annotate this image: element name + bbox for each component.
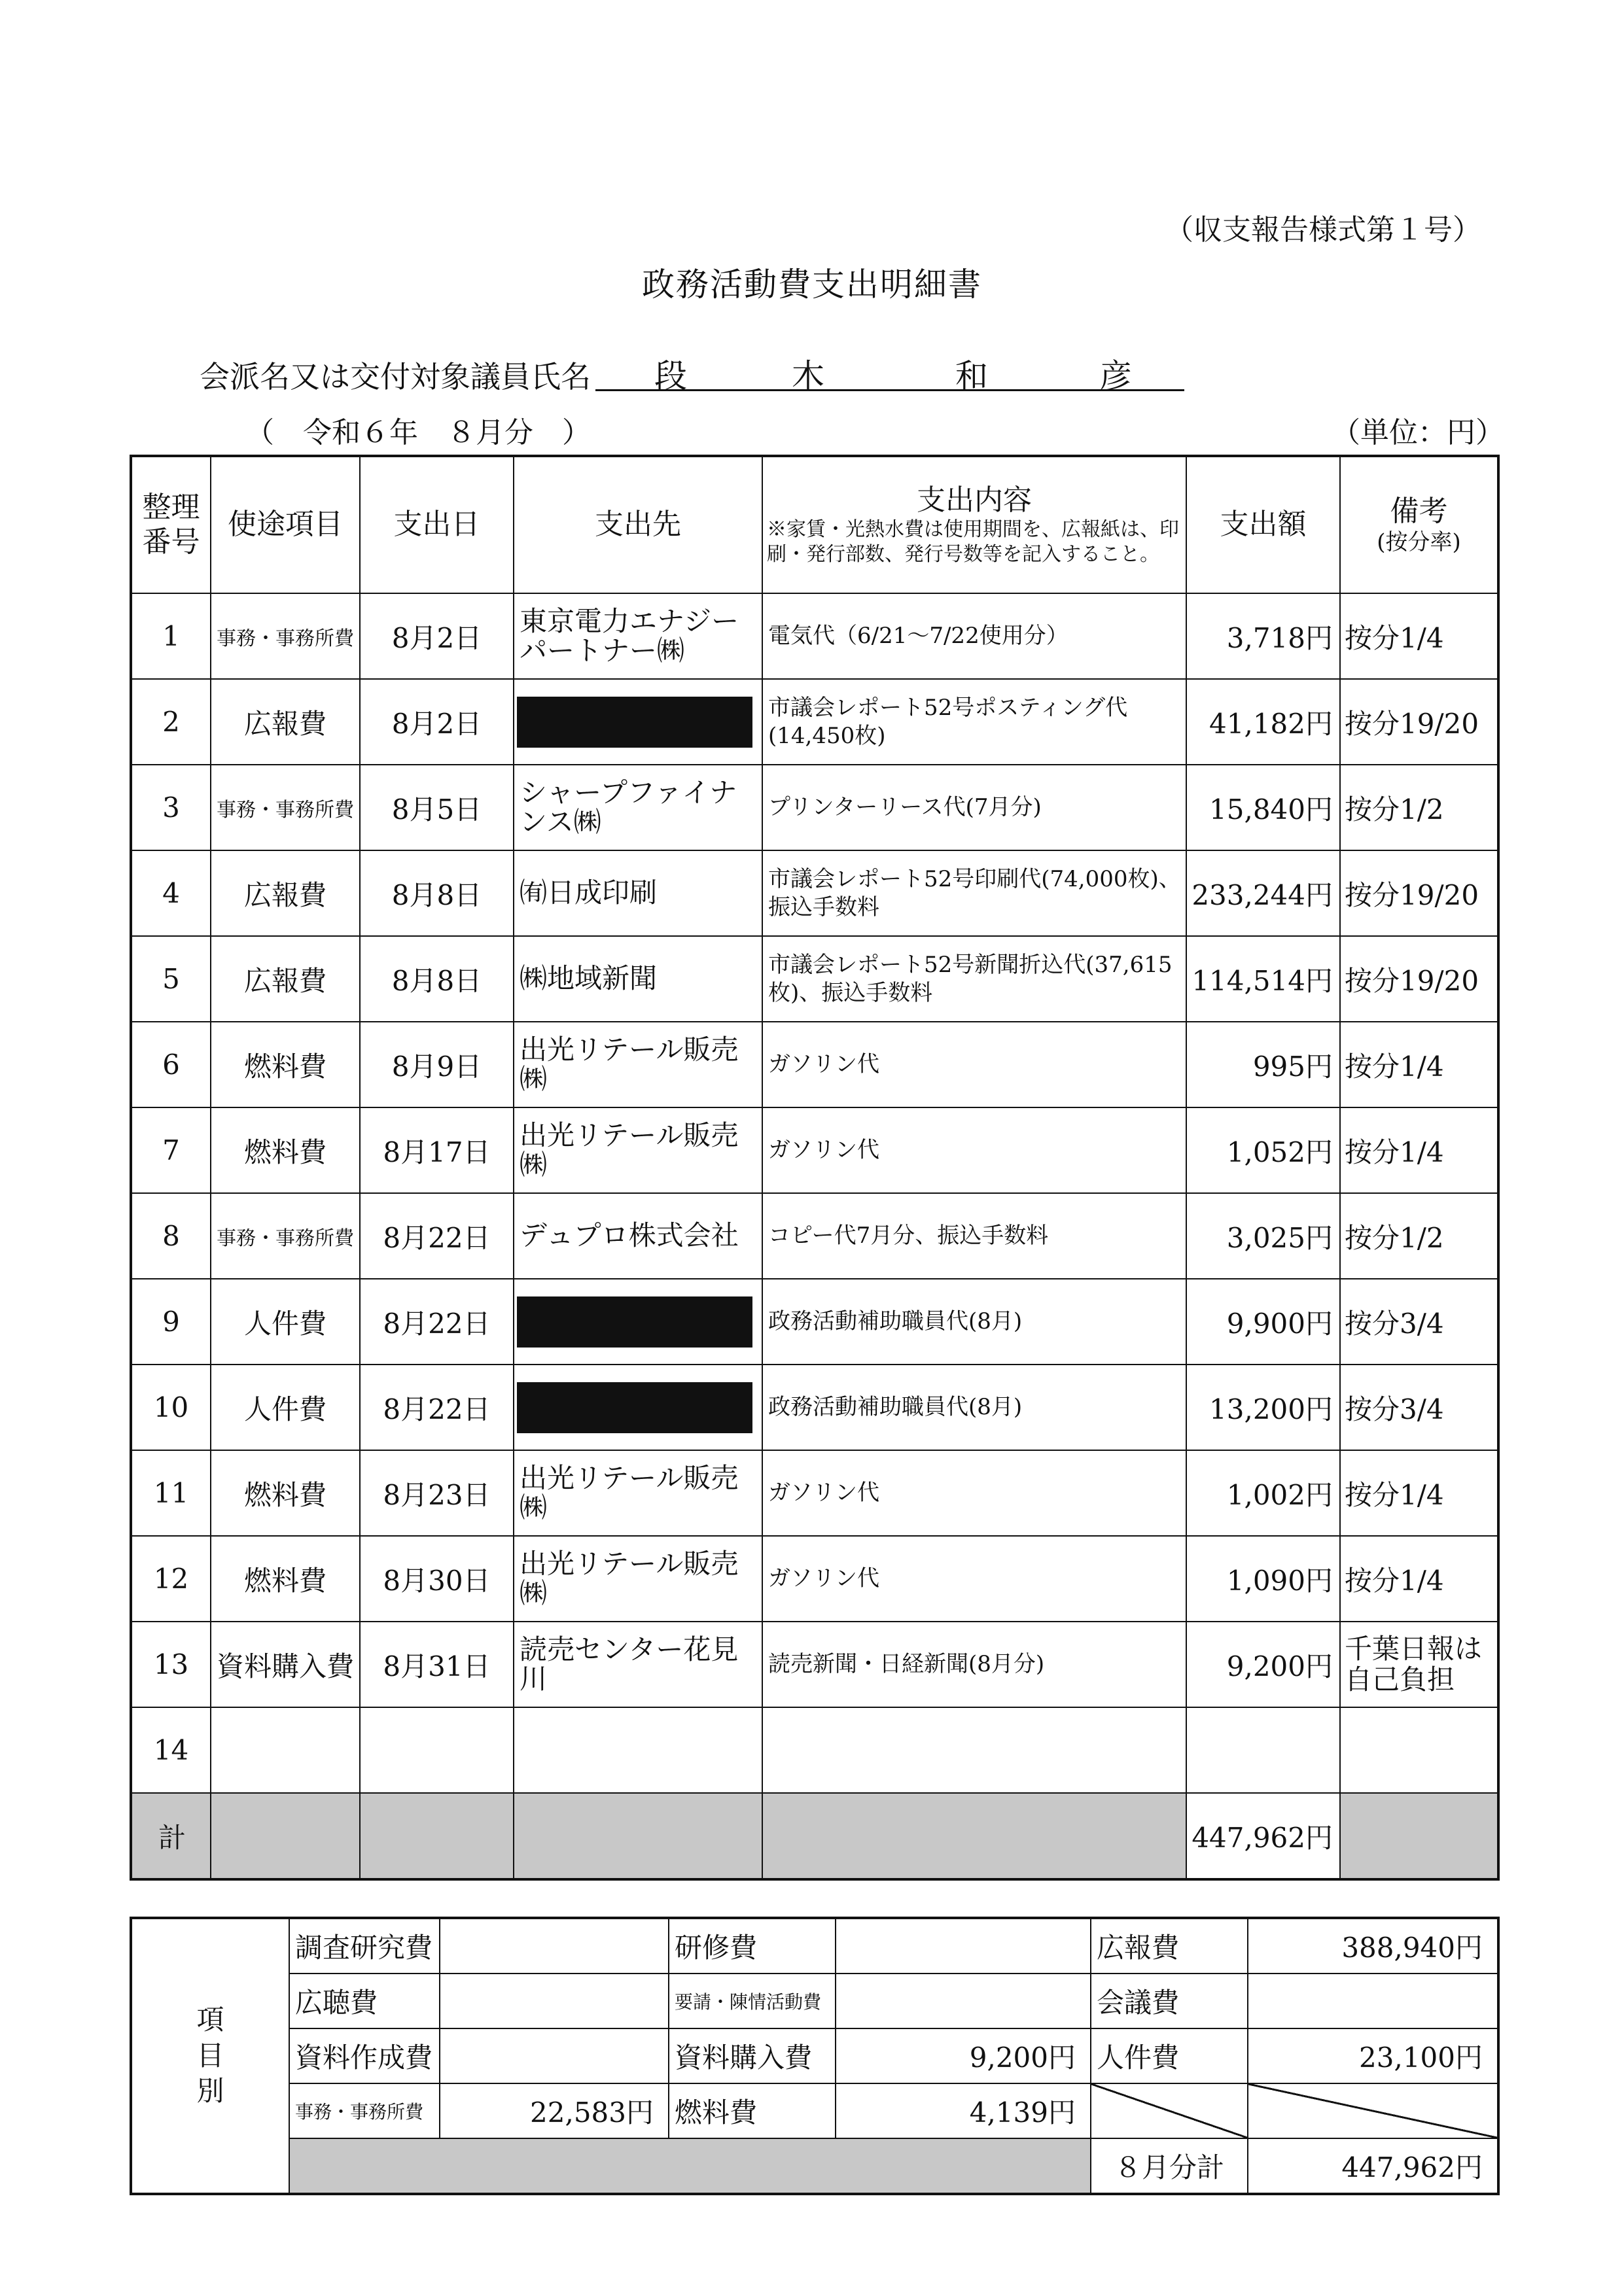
header-no: 整理番号 [131,456,211,593]
row-payee: デュプロ株式会社 [514,1193,762,1279]
row-remarks: 按分3/4 [1340,1365,1498,1450]
summary-value [836,1974,1091,2028]
row-remarks: 按分1/4 [1340,1107,1498,1193]
row-payee: 東京電力エナジーパートナー㈱ [514,593,762,679]
summary-label: 事務・事務所費 [289,2083,440,2138]
unit-label: （単位：円） [1332,416,1504,449]
summary-label: 広聴費 [289,1974,440,2028]
summary-value [440,2028,669,2083]
row-category: 資料購入費 [211,1622,360,1707]
row-category: 広報費 [211,679,360,765]
row-amount: 233,244円 [1186,850,1340,936]
row-category: 燃料費 [211,1022,360,1107]
row-amount: 3,025円 [1186,1193,1340,1279]
table-row [131,1707,1498,1793]
row-no: 1 [131,593,211,679]
row-amount: 13,200円 [1186,1365,1340,1450]
table-row [131,1536,1498,1622]
table-row [131,1107,1498,1193]
row-content: 市議会レポート52号印刷代(74,000枚)、振込手数料 [762,850,1186,936]
row-remarks: 按分19/20 [1340,850,1498,936]
summary-value: 388,940円 [1248,1918,1498,1974]
row-no: 3 [131,765,211,850]
row-content: 市議会レポート52号ポスティング代(14,450枚) [762,679,1186,765]
row-payee: ㈲日成印刷 [514,850,762,936]
member-name [595,350,1184,395]
redaction-block [517,697,752,748]
row-date [360,1707,514,1793]
total-row [131,1793,1498,1879]
summary-label: 要請・陳情活動費 [669,1974,836,2028]
row-date: 8月31日 [360,1622,514,1707]
row-content: 市議会レポート52号新聞折込代(37,615枚)、振込手数料 [762,936,1186,1022]
table-row [131,1279,1498,1365]
row-category [211,1707,360,1793]
row-date: 8月8日 [360,850,514,936]
row-no: 13 [131,1622,211,1707]
row-no: 2 [131,679,211,765]
row-remarks: 按分19/20 [1340,936,1498,1022]
row-remarks [1340,1707,1498,1793]
row-amount: 114,514円 [1186,936,1340,1022]
row-payee: 出光リテール販売㈱ [514,1536,762,1622]
summary-value [440,1918,669,1974]
summary-value: 23,100円 [1248,2028,1498,2083]
row-date: 8月8日 [360,936,514,1022]
period: （ 令和６年 ８月分 ） [245,416,591,449]
row-category: 人件費 [211,1365,360,1450]
row-content: 政務活動補助職員代(8月) [762,1279,1186,1365]
row-content: プリンターリース代(7月分) [762,765,1186,850]
redaction-block [517,1382,752,1433]
row-payee: 出光リテール販売㈱ [514,1450,762,1536]
row-category: 事務・事務所費 [211,1193,360,1279]
row-amount: 9,200円 [1186,1622,1340,1707]
row-payee [514,1707,762,1793]
summary-label: 資料購入費 [669,2028,836,2083]
row-category: 事務・事務所費 [211,593,360,679]
row-content: 政務活動補助職員代(8月) [762,1365,1186,1450]
row-category: 燃料費 [211,1450,360,1536]
row-content: ガソリン代 [762,1107,1186,1193]
row-date: 8月22日 [360,1365,514,1450]
row-amount: 3,718円 [1186,593,1340,679]
category-summary-table [130,1917,1500,2195]
summary-value [1248,1974,1498,2028]
row-remarks: 按分1/2 [1340,1193,1498,1279]
row-remarks: 按分1/2 [1340,765,1498,850]
summary-value: 22,583円 [440,2083,669,2138]
row-content: 電気代（6/21～7/22使用分） [762,593,1186,679]
row-remarks: 千葉日報は自己負担 [1340,1622,1498,1707]
row-date: 8月9日 [360,1022,514,1107]
row-remarks: 按分1/4 [1340,1022,1498,1107]
row-content [762,1707,1186,1793]
total-label: 計 [131,1793,211,1879]
summary-label: 調査研究費 [289,1918,440,1974]
row-no: 7 [131,1107,211,1193]
row-no: 6 [131,1022,211,1107]
redaction-block [517,1296,752,1348]
table-header-row [131,456,1498,593]
month-total-label: ８月分計 [1091,2138,1248,2194]
summary-value: 4,139円 [836,2083,1091,2138]
member-label: 会派名又は交付対象議員氏名 [200,359,591,394]
row-payee [514,679,762,765]
member-name-char: 和 [955,357,988,395]
row-category: 事務・事務所費 [211,765,360,850]
row-content: ガソリン代 [762,1450,1186,1536]
member-name-char: 木 [792,357,824,395]
table-row [131,1365,1498,1450]
month-total-value: 447,962円 [1248,2138,1498,2194]
row-remarks: 按分3/4 [1340,1279,1498,1365]
row-amount: 15,840円 [1186,765,1340,850]
row-content: 読売新聞・日経新聞(8月分) [762,1622,1186,1707]
row-no: 11 [131,1450,211,1536]
header-category: 使途項目 [211,456,360,593]
row-date: 8月23日 [360,1450,514,1536]
row-no: 10 [131,1365,211,1450]
table-row [131,1193,1498,1279]
row-date: 8月22日 [360,1279,514,1365]
row-payee: 出光リテール販売㈱ [514,1107,762,1193]
row-remarks: 按分1/4 [1340,1536,1498,1622]
row-amount: 995円 [1186,1022,1340,1107]
row-date: 8月22日 [360,1193,514,1279]
summary-row [131,1918,1498,1974]
table-row [131,1022,1498,1107]
row-category: 燃料費 [211,1536,360,1622]
summary-row [131,2028,1498,2083]
row-no: 8 [131,1193,211,1279]
summary-value [440,1974,669,2028]
table-row [131,850,1498,936]
row-category: 燃料費 [211,1107,360,1193]
row-date: 8月2日 [360,593,514,679]
row-payee [514,1279,762,1365]
summary-label: 会議費 [1091,1974,1248,2028]
row-payee [514,1365,762,1450]
header-content-note: ※家賃・光熱水費は使用期間を、広報紙は、印刷・発行部数、発行号数等を記入すること。 [767,518,1179,566]
summary-label: 資料作成費 [289,2028,440,2083]
row-no: 12 [131,1536,211,1622]
header-amount: 支出額 [1186,456,1340,593]
table-row [131,765,1498,850]
row-no: 4 [131,850,211,936]
row-amount: 41,182円 [1186,679,1340,765]
row-no: 5 [131,936,211,1022]
table-row [131,679,1498,765]
document-title: 政務活動費支出明細書 [642,266,982,304]
row-category: 人件費 [211,1279,360,1365]
row-category: 広報費 [211,936,360,1022]
table-row [131,593,1498,679]
row-amount [1186,1707,1340,1793]
row-amount: 1,090円 [1186,1536,1340,1622]
row-amount: 1,052円 [1186,1107,1340,1193]
row-payee: シャープファイナンス㈱ [514,765,762,850]
header-remarks: 備考 (按分率) [1340,456,1498,593]
row-remarks: 按分1/4 [1340,1450,1498,1536]
row-payee: 出光リテール販売㈱ [514,1022,762,1107]
form-number: （収支報告様式第１号） [1165,213,1481,247]
row-remarks: 按分1/4 [1340,593,1498,679]
summary-row [131,1974,1498,2028]
summary-label: 研修費 [669,1918,836,1974]
diagonal-cell [1248,2083,1498,2138]
row-category: 広報費 [211,850,360,936]
header-date: 支出日 [360,456,514,593]
summary-value: 9,200円 [836,2028,1091,2083]
header-content: 支出内容 ※家賃・光熱水費は使用期間を、広報紙は、印刷・発行部数、発行号数等を記入すること。 [762,456,1186,593]
row-amount: 9,900円 [1186,1279,1340,1365]
table-row [131,1622,1498,1707]
summary-value [836,1918,1091,1974]
summary-row [131,2083,1498,2138]
table-row [131,1450,1498,1536]
row-payee: 読売センター花見川 [514,1622,762,1707]
row-date: 8月17日 [360,1107,514,1193]
diagonal-cell [1091,2083,1248,2138]
row-content: コピー代7月分、振込手数料 [762,1193,1186,1279]
total-amount: 447,962円 [1186,1793,1340,1879]
row-amount: 1,002円 [1186,1450,1340,1536]
summary-label: 広報費 [1091,1918,1248,1974]
member-name-char: 段 [654,357,687,395]
summary-label: 人件費 [1091,2028,1248,2083]
summary-total-row [131,2138,1498,2194]
table-row [131,936,1498,1022]
row-date: 8月2日 [360,679,514,765]
summary-label: 燃料費 [669,2083,836,2138]
row-remarks: 按分19/20 [1340,679,1498,765]
expense-table [130,455,1500,1881]
row-date: 8月5日 [360,765,514,850]
row-no: 9 [131,1279,211,1365]
row-no: 14 [131,1707,211,1793]
summary-section-label: 項目別 [131,1918,289,2194]
member-name-char: 彦 [1099,357,1132,395]
row-payee: ㈱地域新聞 [514,936,762,1022]
row-date: 8月30日 [360,1536,514,1622]
row-content: ガソリン代 [762,1022,1186,1107]
row-content: ガソリン代 [762,1536,1186,1622]
header-payee: 支出先 [514,456,762,593]
